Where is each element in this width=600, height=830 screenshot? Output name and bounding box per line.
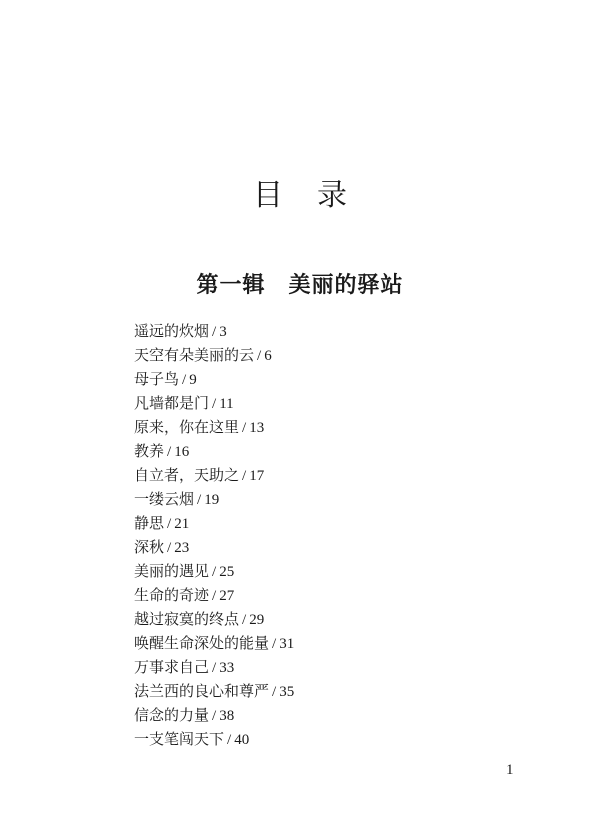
toc-separator: /: [167, 444, 172, 460]
toc-entry-title: 遥远的炊烟: [134, 322, 210, 340]
toc-separator: /: [167, 540, 172, 556]
toc-entry-title: 原来，你在这里: [134, 418, 240, 436]
toc-entry: [134, 511, 294, 535]
toc-entry: [134, 559, 294, 583]
toc-separator: /: [212, 660, 217, 676]
toc-entry-page: 23: [174, 540, 190, 556]
toc-separator: /: [257, 348, 262, 364]
toc-entry: [134, 367, 294, 391]
toc-entry: [134, 607, 294, 631]
toc-separator: /: [272, 636, 277, 652]
toc-entry: [134, 319, 294, 343]
toc-entry: [134, 391, 294, 415]
toc-entry-title: 法兰西的良心和尊严: [134, 682, 270, 700]
toc-entry-page: 33: [219, 660, 235, 676]
toc-entry-page: 16: [174, 444, 190, 460]
toc-entry-page: 17: [249, 468, 265, 484]
toc-entry: [134, 463, 294, 487]
toc-separator: /: [182, 372, 187, 388]
toc-entry-page: 35: [279, 684, 295, 700]
toc-separator: /: [212, 588, 217, 604]
toc-entry: [134, 679, 294, 703]
toc-entry-page: 9: [189, 372, 197, 388]
toc-entry-title: 一缕云烟: [134, 490, 195, 508]
toc-entry-title: 美丽的遇见: [134, 562, 210, 580]
toc-entry-page: 6: [264, 348, 272, 364]
toc-entry: [134, 727, 294, 751]
toc-entry-page: 29: [249, 612, 265, 628]
toc-entry: [134, 583, 294, 607]
page-title: 目录: [253, 178, 381, 213]
toc-separator: /: [242, 420, 247, 436]
toc-entry-title: 静思: [134, 514, 165, 532]
toc-entry: [134, 439, 294, 463]
toc-entry-page: 11: [219, 396, 234, 412]
toc-entry-page: 31: [279, 636, 295, 652]
toc-entry-page: 40: [234, 732, 250, 748]
toc-entry-title: 深秋: [134, 538, 165, 556]
toc-entry-title: 越过寂寞的终点: [134, 610, 240, 628]
toc-entry-page: 27: [219, 588, 235, 604]
toc-entry-title: 天空有朵美丽的云: [134, 346, 255, 364]
toc-separator: /: [197, 492, 202, 508]
section-title: 第一辑 美丽的驿站: [196, 272, 404, 298]
toc-entry-page: 19: [204, 492, 220, 508]
toc-entry: [134, 415, 294, 439]
toc-entry-title: 凡墙都是门: [134, 394, 210, 412]
toc-separator: /: [272, 684, 277, 700]
toc-entry: [134, 655, 294, 679]
toc-entry: [134, 535, 294, 559]
toc-entry: [134, 631, 294, 655]
toc-entry: [134, 487, 294, 511]
toc-entry-title: 信念的力量: [134, 706, 210, 724]
toc-entry-page: 13: [249, 420, 265, 436]
toc-entry-page: 38: [219, 708, 235, 724]
toc-entry-page: 21: [174, 516, 190, 532]
toc-entry-title: 一支笔闯天下: [134, 730, 225, 748]
toc-entry: [134, 703, 294, 727]
toc-separator: /: [212, 564, 217, 580]
toc-entry-title: 教养: [134, 442, 165, 460]
toc-separator: /: [227, 732, 232, 748]
toc-entry-title: 自立者，天助之: [134, 466, 240, 484]
toc-entry-title: 万事求自己: [134, 658, 210, 676]
toc-entry-title: 生命的奇迹: [134, 586, 210, 604]
toc-separator: /: [242, 468, 247, 484]
toc-separator: /: [167, 516, 172, 532]
toc-separator: /: [242, 612, 247, 628]
toc-separator: /: [212, 708, 217, 724]
toc-entry: [134, 343, 294, 367]
toc-entry-page: 25: [219, 564, 235, 580]
toc-entry-page: 3: [219, 324, 227, 340]
table-of-contents: [134, 319, 294, 751]
toc-separator: /: [212, 396, 217, 412]
toc-entry-title: 唤醒生命深处的能量: [134, 634, 270, 652]
page-number: 1: [506, 762, 514, 778]
toc-separator: /: [212, 324, 217, 340]
toc-entry-title: 母子鸟: [134, 370, 180, 388]
